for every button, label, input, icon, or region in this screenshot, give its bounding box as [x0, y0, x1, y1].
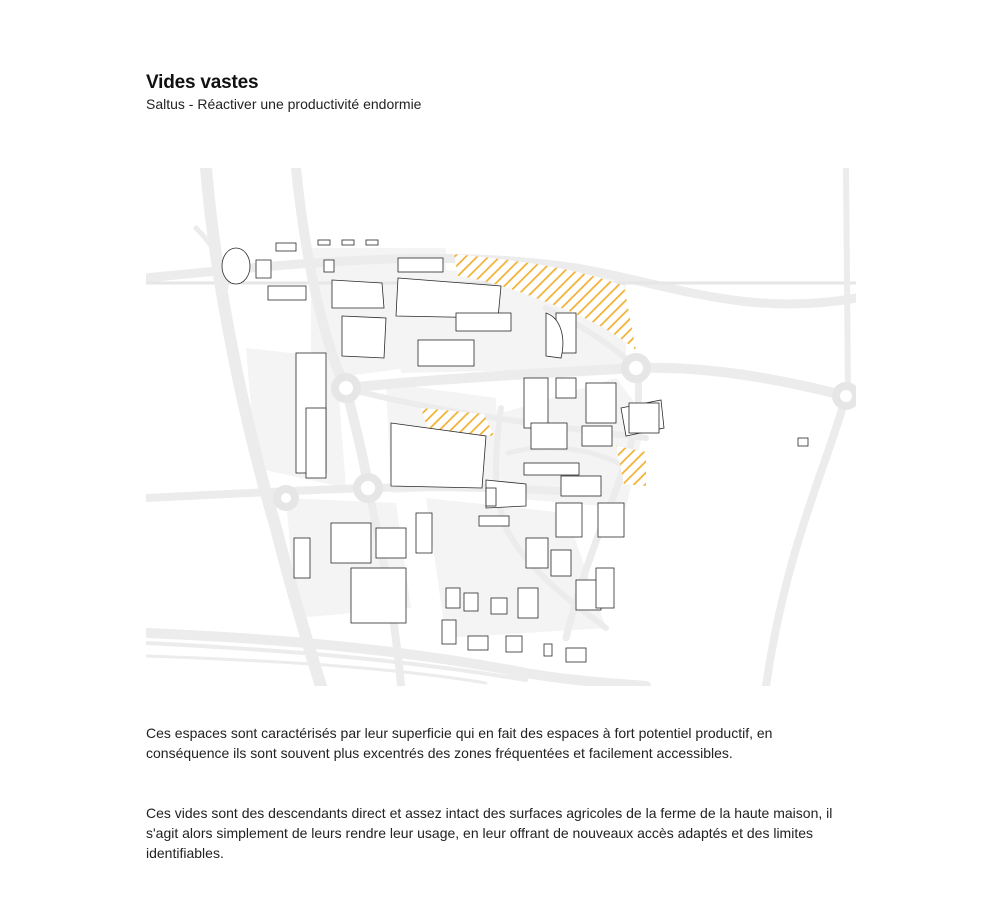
page-subtitle: Saltus - Réactiver une productivité endormie [146, 96, 422, 112]
paragraph-2: Ces vides sont des descendants direct et assez intact des surfaces agricoles de la ferme de la haute maison, il s'agit alors simplement de leurs rendre leur usage, en leur offrant de nouveaux accès adaptés et des limites identifiables. [146, 805, 833, 861]
paragraph-1: Ces espaces sont caractérisés par leur superficie qui en fait des espaces à fort potentiel productif, en conséquence ils sont souvent plus excentrés des zones fréquentées et facilement accessibles. [146, 725, 773, 761]
site-map [146, 168, 856, 686]
page-title: Vides vastes [146, 72, 259, 93]
